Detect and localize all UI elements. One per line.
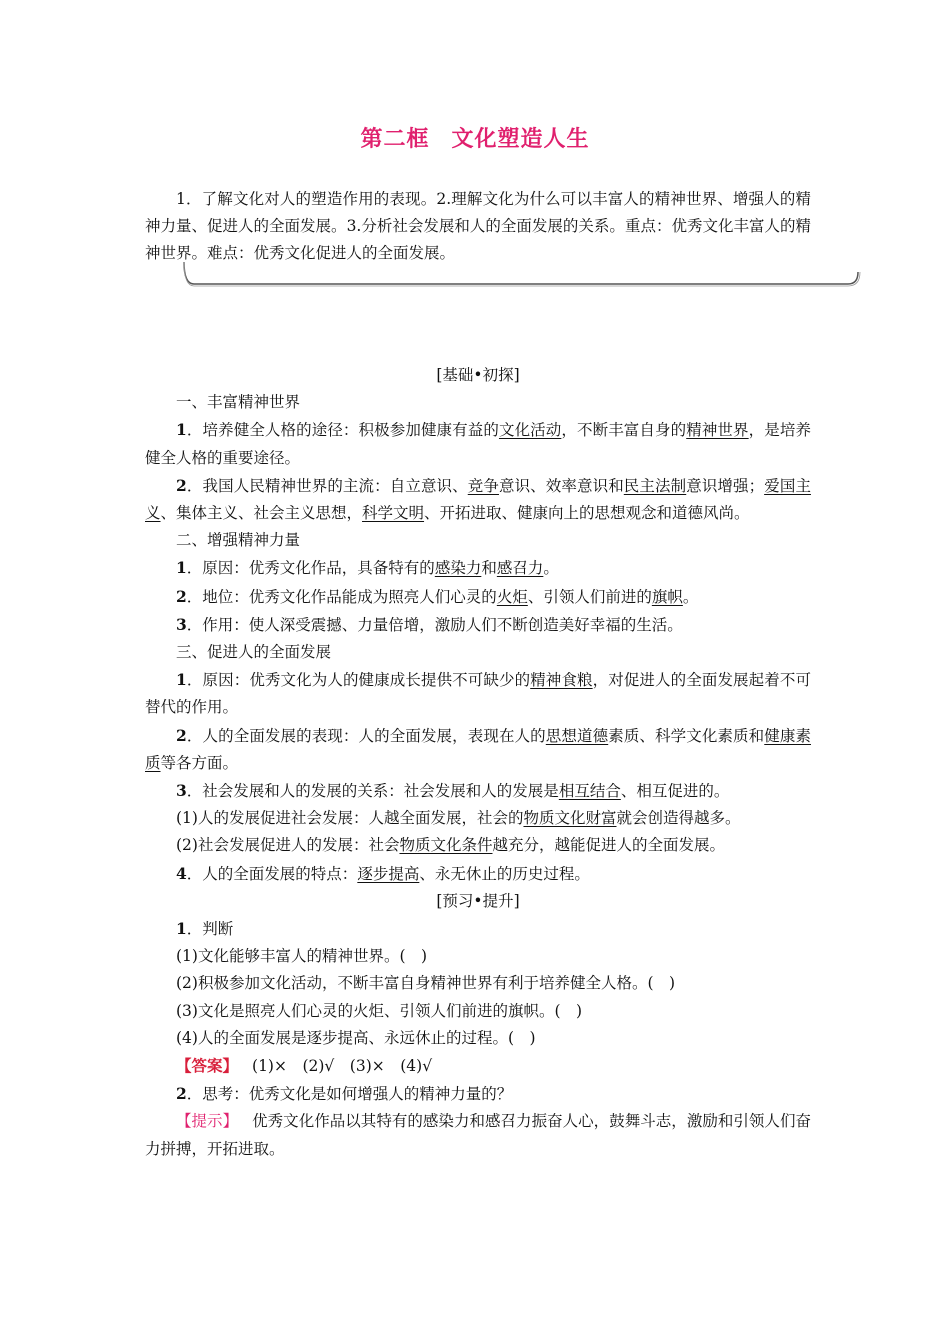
s3-paragraph-3-2: (2)社会发展促进人的发展：社会物质文化条件越充分，越能促进人的全面发展。	[176, 836, 725, 855]
answer-label: 【答案】	[176, 1056, 239, 1076]
s3-paragraph-3: 3．社会发展和人的发展的关系：社会发展和人的发展是相互结合、相互促进的。	[176, 781, 730, 801]
s3-paragraph-4: 4．人的全面发展的特点：逐步提高、永无休止的历史过程。	[176, 863, 590, 883]
judgment-item: (2)积极参加文化活动，不断丰富自身精神世界有利于培养健全人格。( )	[176, 974, 676, 993]
s2-paragraph-1: 1．原因：优秀文化作品，具备特有的感染力和感召力。	[176, 558, 559, 578]
content-body	[145, 362, 811, 1163]
judgment-item: (1)文化能够丰富人的精神世界。( )	[176, 947, 428, 966]
hint-paragraph	[145, 1108, 811, 1162]
question-1-label: 1．判断	[176, 919, 234, 939]
learning-objectives: 1．了解文化对人的塑造作用的表现。2.理解文化为什么可以丰富人的精神世界、增强人的精神力量、促进人的全面发展。3.分析社会发展和人的全面发展的关系。重点：优秀文化丰富人的精神世界。难点：优秀文化促进人的全面发展。	[145, 190, 811, 262]
s1-paragraph-2: 2．我国人民精神世界的主流：自立意识、竞争意识、效率意识和民主法制意识增强；爱国主义、集体主义、社会主义思想，科学文明、开拓进取、健康向上的思想观念和道德风尚。	[145, 475, 811, 523]
title-part-1: 第二框	[360, 126, 430, 152]
answer-line	[145, 1052, 811, 1080]
heading-s2: 二、增强精神力量	[176, 531, 301, 550]
s3-paragraph-2: 2．人的全面发展的表现：人的全面发展，表现在人的思想道德素质、科学文化素质和健康素质等各方面。	[145, 725, 811, 772]
hint-text: 优秀文化作品以其特有的感染力和感召力振奋人心，鼓舞斗志，激励和引领人们奋力拼搏，开拓进取。	[145, 1112, 811, 1158]
objectives-bracket	[180, 262, 862, 288]
s1-paragraph-1: 1．培养健全人格的途径：积极参加健康有益的文化活动，不断丰富自身的精神世界，是培养健全人格的重要途径。	[145, 420, 811, 467]
judgment-item: (4)人的全面发展是逐步提高、永远休止的过程。( )	[176, 1028, 536, 1047]
s2-paragraph-2: 2．地位：优秀文化作品能成为照亮人们心灵的火炬、引领人们前进的旗帜。	[176, 586, 699, 606]
section-header-basics: [基础•初探]	[436, 366, 520, 384]
question-2: 2．思考：优秀文化是如何增强人的精神力量的？	[176, 1084, 513, 1104]
judgment-item: (3)文化是照亮人们心灵的火炬、引领人们前进的旗帜。( )	[176, 1001, 583, 1020]
page-title	[0, 122, 950, 153]
title-part-2: 文化塑造人生	[451, 126, 590, 152]
section-header-preview: [预习•提升]	[436, 891, 520, 910]
hint-label: 【提示】	[176, 1112, 239, 1131]
s3-paragraph-3-1: (1)人的发展促进社会发展：人越全面发展，社会的物质文化财富就会创造得越多。	[176, 809, 741, 828]
heading-s1: 一、丰富精神世界	[176, 393, 301, 412]
s3-paragraph-1: 1．原因：优秀文化为人的健康成长提供不可缺少的精神食粮，对促进人的全面发展起着不可替代的作用。	[145, 670, 811, 717]
heading-s3: 三、促进人的全面发展	[176, 643, 332, 662]
answer-text: (1)× (2)√ (3)× (4)√	[252, 1057, 433, 1076]
s2-paragraph-3: 3．作用：使人深受震撼、力量倍增，激励人们不断创造美好幸福的生活。	[176, 614, 683, 634]
